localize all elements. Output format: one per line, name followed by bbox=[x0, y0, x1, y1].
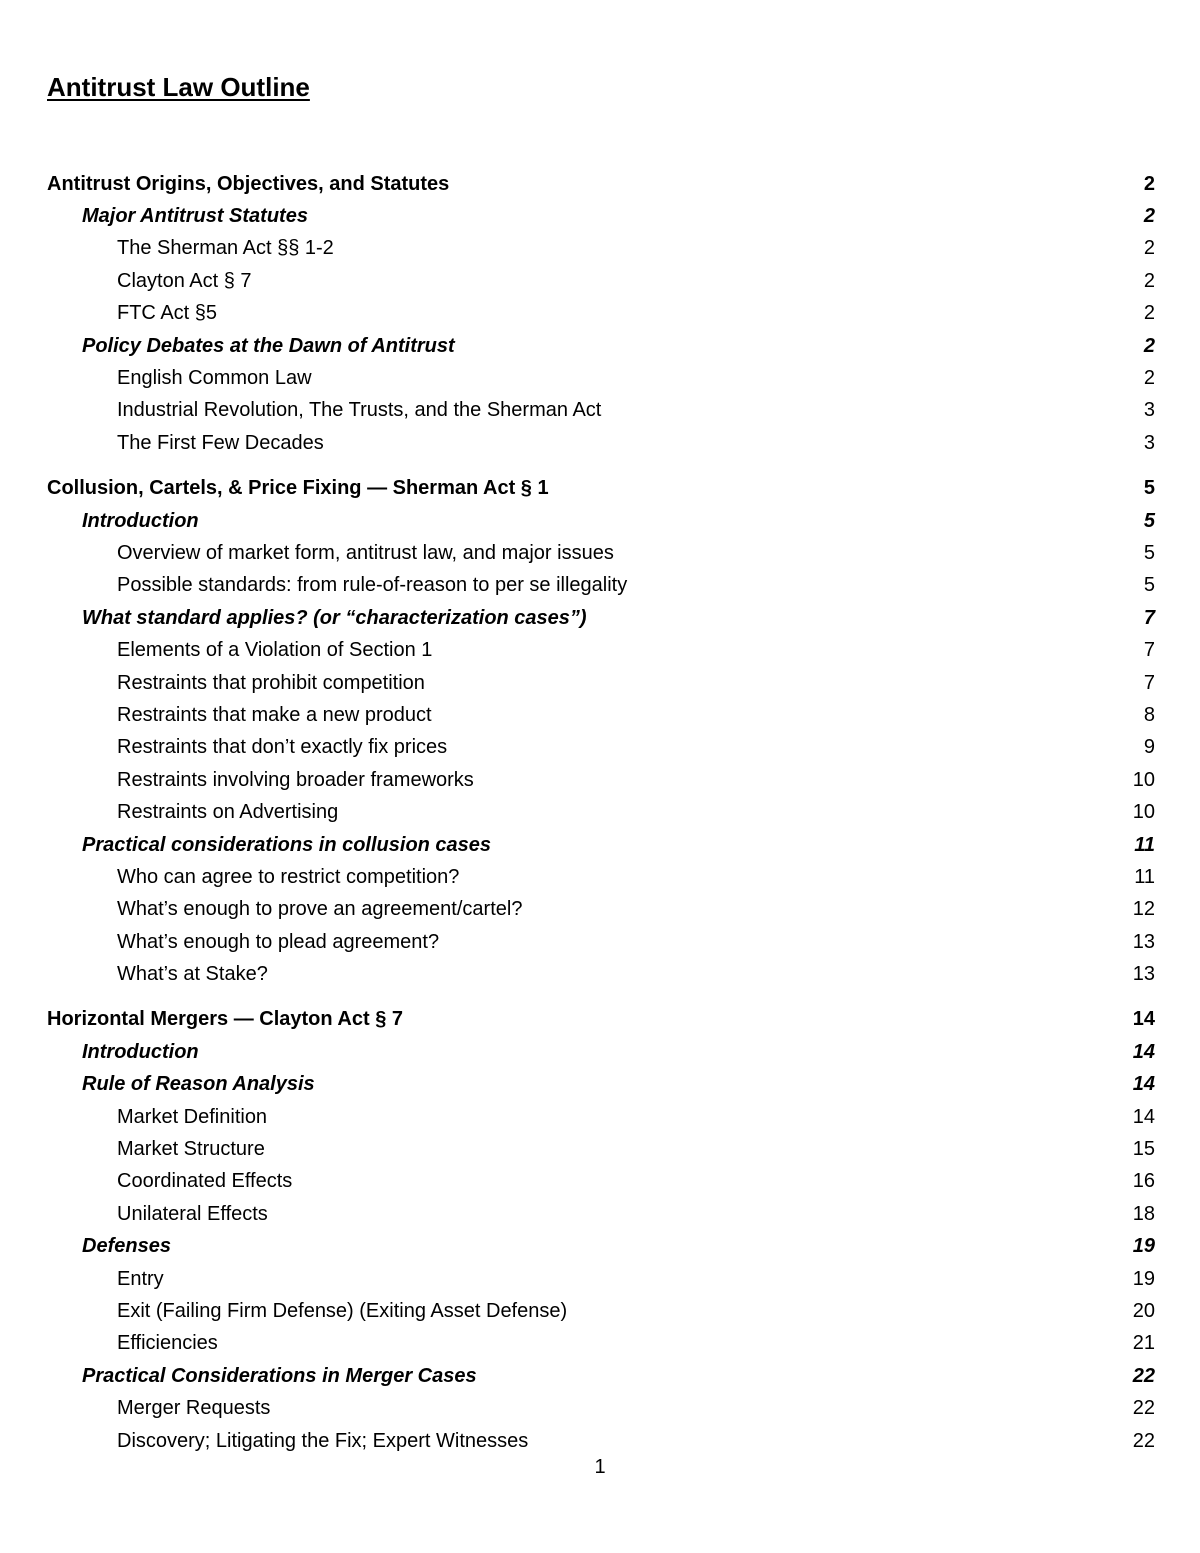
toc-entry-title[interactable]: Antitrust Origins, Objectives, and Statutes bbox=[47, 172, 450, 195]
toc-entry-title[interactable]: Discovery; Litigating the Fix; Expert Witnesses bbox=[117, 1429, 529, 1452]
toc-entry-page: 12 bbox=[1132, 898, 1155, 921]
toc-entry-page: 5 bbox=[1143, 574, 1155, 597]
toc-entry[interactable] bbox=[47, 362, 1155, 394]
toc-entry-page: 16 bbox=[1132, 1170, 1155, 1193]
toc-entry-page: 2 bbox=[1143, 367, 1155, 390]
toc-entry[interactable] bbox=[47, 732, 1155, 764]
toc-entry-page: 13 bbox=[1132, 963, 1155, 986]
toc-entry[interactable] bbox=[47, 926, 1155, 958]
toc-entry-page: 8 bbox=[1143, 703, 1155, 726]
toc-entry[interactable] bbox=[47, 265, 1155, 297]
toc-entry-title[interactable]: Rule of Reason Analysis bbox=[82, 1073, 315, 1096]
toc-entry[interactable] bbox=[47, 634, 1155, 666]
toc-entry[interactable] bbox=[47, 1198, 1155, 1230]
toc-entry[interactable] bbox=[47, 894, 1155, 926]
toc-entry-title[interactable]: What’s enough to prove an agreement/cartel? bbox=[117, 898, 523, 921]
toc-entry-title[interactable]: What standard applies? (or “characterization cases”) bbox=[82, 606, 587, 629]
toc-entry[interactable] bbox=[47, 1360, 1155, 1392]
toc-entry-title[interactable]: Entry bbox=[117, 1267, 164, 1290]
toc-entry[interactable] bbox=[47, 505, 1155, 537]
toc-entry-title[interactable]: Unilateral Effects bbox=[117, 1202, 268, 1225]
toc-entry[interactable] bbox=[47, 861, 1155, 893]
toc-entry[interactable] bbox=[47, 1231, 1155, 1263]
toc-entry[interactable] bbox=[47, 473, 1155, 505]
toc-entry-page: 5 bbox=[1143, 477, 1155, 500]
toc-entry-page: 2 bbox=[1143, 172, 1155, 195]
toc-entry-page: 7 bbox=[1143, 639, 1155, 662]
toc-entry-page: 14 bbox=[1132, 1105, 1155, 1128]
toc-entry-title[interactable]: Market Structure bbox=[117, 1138, 265, 1161]
toc-entry[interactable] bbox=[47, 602, 1155, 634]
table-of-contents bbox=[47, 168, 1155, 1457]
toc-entry-page: 2 bbox=[1143, 302, 1155, 325]
toc-entry-title[interactable]: Market Definition bbox=[117, 1105, 268, 1128]
toc-entry[interactable] bbox=[47, 764, 1155, 796]
toc-entry-page: 19 bbox=[1132, 1267, 1155, 1290]
toc-entry[interactable] bbox=[47, 667, 1155, 699]
toc-entry[interactable] bbox=[47, 537, 1155, 569]
toc-entry-title[interactable]: FTC Act §5 bbox=[117, 302, 218, 325]
toc-entry-title[interactable]: Restraints on Advertising bbox=[117, 801, 339, 824]
toc-entry-title[interactable]: Efficiencies bbox=[117, 1332, 218, 1355]
toc-entry[interactable] bbox=[47, 395, 1155, 427]
toc-entry-title[interactable]: Who can agree to restrict competition? bbox=[117, 865, 460, 888]
toc-entry-title[interactable]: Exit (Failing Firm Defense) (Exiting Asset Defense) bbox=[117, 1299, 568, 1322]
toc-entry-page: 3 bbox=[1143, 431, 1155, 454]
toc-entry-title[interactable]: The Sherman Act §§ 1-2 bbox=[117, 237, 334, 260]
toc-entry-title[interactable]: Collusion, Cartels, & Price Fixing — Sherman Act § 1 bbox=[47, 477, 549, 500]
toc-entry-page: 2 bbox=[1143, 334, 1155, 357]
toc-entry-page: 20 bbox=[1132, 1299, 1155, 1322]
toc-entry-title[interactable]: Clayton Act § 7 bbox=[117, 269, 252, 292]
toc-entry-title[interactable]: Possible standards: from rule-of-reason to per se illegality bbox=[117, 574, 628, 597]
toc-entry-page: 10 bbox=[1132, 768, 1155, 791]
toc-entry-title[interactable]: Practical Considerations in Merger Cases bbox=[82, 1364, 477, 1387]
toc-entry-title[interactable]: Major Antitrust Statutes bbox=[82, 205, 308, 228]
toc-entry-page: 7 bbox=[1143, 671, 1155, 694]
toc-entry-page: 13 bbox=[1132, 930, 1155, 953]
toc-entry-title[interactable]: Restraints involving broader frameworks bbox=[117, 768, 474, 791]
toc-entry[interactable] bbox=[47, 233, 1155, 265]
document-title: Antitrust Law Outline bbox=[47, 72, 310, 102]
toc-entry-page: 22 bbox=[1132, 1429, 1155, 1452]
toc-entry-title[interactable]: Overview of market form, antitrust law, and major issues bbox=[117, 541, 614, 564]
toc-entry-title[interactable]: Restraints that make a new product bbox=[117, 703, 432, 726]
toc-entry[interactable] bbox=[47, 427, 1155, 459]
toc-entry-page: 18 bbox=[1132, 1202, 1155, 1225]
toc-entry-page: 14 bbox=[1132, 1008, 1155, 1031]
toc-entry-page: 10 bbox=[1132, 801, 1155, 824]
toc-entry[interactable] bbox=[47, 829, 1155, 861]
toc-entry[interactable] bbox=[47, 168, 1155, 200]
toc-entry[interactable] bbox=[47, 1036, 1155, 1068]
toc-entry-page: 2 bbox=[1143, 205, 1155, 228]
toc-entry[interactable] bbox=[47, 1004, 1155, 1036]
toc-entry-page: 9 bbox=[1143, 736, 1155, 759]
toc-entry-title[interactable]: What’s enough to plead agreement? bbox=[117, 930, 440, 953]
toc-entry-page: 3 bbox=[1143, 399, 1155, 422]
toc-entry[interactable] bbox=[47, 958, 1155, 990]
toc-entry-title[interactable]: Horizontal Mergers — Clayton Act § 7 bbox=[47, 1008, 403, 1031]
toc-entry-page: 11 bbox=[1134, 833, 1155, 856]
toc-entry[interactable] bbox=[47, 1392, 1155, 1424]
toc-entry-title[interactable]: Industrial Revolution, The Trusts, and the Sherman Act bbox=[117, 399, 602, 422]
toc-entry-page: 11 bbox=[1134, 865, 1155, 888]
toc-entry[interactable] bbox=[47, 1069, 1155, 1101]
toc-entry-page: 19 bbox=[1132, 1235, 1155, 1258]
toc-entry-page: 22 bbox=[1132, 1397, 1155, 1420]
toc-entry[interactable] bbox=[47, 796, 1155, 828]
toc-entry-page: 15 bbox=[1132, 1138, 1155, 1161]
toc-entry-page: 14 bbox=[1132, 1040, 1155, 1063]
toc-entry[interactable] bbox=[47, 699, 1155, 731]
toc-entry-page: 22 bbox=[1132, 1364, 1155, 1387]
toc-entry-title[interactable]: English Common Law bbox=[117, 367, 312, 390]
toc-entry-page: 2 bbox=[1143, 269, 1155, 292]
toc-entry-title[interactable]: What’s at Stake? bbox=[117, 963, 268, 986]
toc-entry-page: 5 bbox=[1143, 509, 1155, 532]
toc-entry-title[interactable]: Merger Requests bbox=[117, 1397, 271, 1420]
toc-entry-title[interactable]: Defenses bbox=[82, 1235, 171, 1258]
toc-entry-page: 5 bbox=[1143, 541, 1155, 564]
toc-entry[interactable] bbox=[47, 1166, 1155, 1198]
page-number: 1 bbox=[594, 1456, 606, 1478]
toc-entry-title[interactable]: Policy Debates at the Dawn of Antitrust bbox=[82, 334, 455, 357]
toc-entry[interactable] bbox=[47, 1328, 1155, 1360]
toc-entry-title[interactable]: The First Few Decades bbox=[117, 431, 324, 454]
toc-entry-title[interactable]: Introduction bbox=[82, 509, 199, 532]
toc-entry[interactable] bbox=[47, 1101, 1155, 1133]
toc-entry[interactable] bbox=[47, 298, 1155, 330]
toc-entry-title[interactable]: Elements of a Violation of Section 1 bbox=[117, 639, 433, 662]
toc-entry[interactable] bbox=[47, 1295, 1155, 1327]
toc-entry[interactable] bbox=[47, 330, 1155, 362]
toc-entry-page: 2 bbox=[1143, 237, 1155, 260]
toc-entry[interactable] bbox=[47, 1263, 1155, 1295]
toc-entry-title[interactable]: Restraints that don’t exactly fix prices bbox=[117, 736, 448, 759]
toc-entry-page: 7 bbox=[1143, 606, 1155, 629]
toc-entry-title[interactable]: Introduction bbox=[82, 1040, 199, 1063]
toc-entry[interactable] bbox=[47, 1425, 1155, 1457]
toc-entry-page: 21 bbox=[1132, 1332, 1155, 1355]
toc-entry-title[interactable]: Restraints that prohibit competition bbox=[117, 671, 425, 694]
toc-entry-title[interactable]: Practical considerations in collusion cases bbox=[82, 833, 492, 856]
toc-entry[interactable] bbox=[47, 1133, 1155, 1165]
toc-entry-page: 14 bbox=[1132, 1073, 1155, 1096]
toc-entry[interactable] bbox=[47, 200, 1155, 232]
toc-entry[interactable] bbox=[47, 570, 1155, 602]
toc-entry-title[interactable]: Coordinated Effects bbox=[117, 1170, 293, 1193]
